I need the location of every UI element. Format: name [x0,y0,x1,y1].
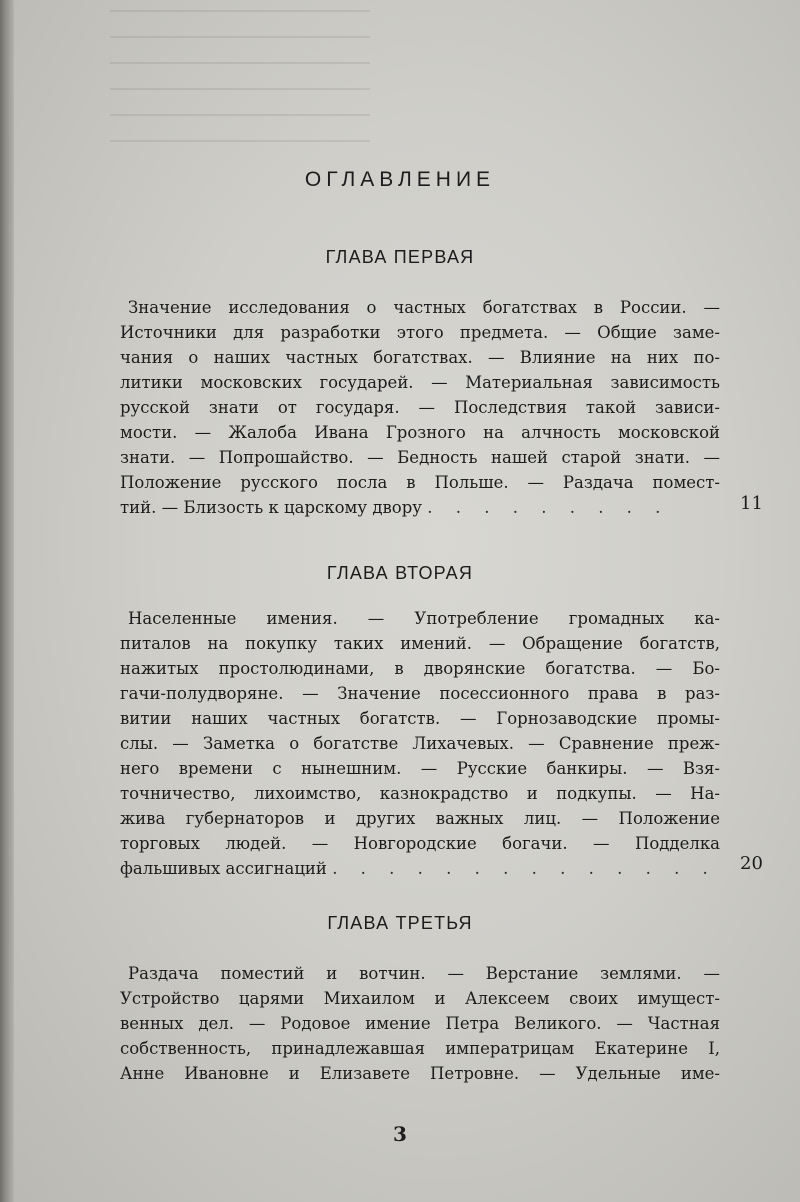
dot-leader: . . . . . . . . . [427,498,670,517]
dot-leader: . . . . . . . . . . . . . . [332,859,717,878]
toc-line: знати. — Попрошайство. — Бедность нашей старой знати. — [120,448,720,467]
toc-line: мости. — Жалоба Ивана Грозного на алчность московской [120,423,720,442]
chapter-heading: ГЛАВА ПЕРВАЯ [325,247,475,267]
toc-line: чания о наших частных богатствах. — Влияние на них по- [120,348,720,367]
chapter-heading: ГЛАВА ВТОРАЯ [326,563,474,583]
toc-line: русской знати от государя. — Последствия такой зависи- [120,398,720,417]
toc-line: нажитых простолюдинами, в дворянские богатства. — Бо- [120,659,720,678]
toc-line: Раздача поместий и вотчин. — Верстание землями. — [128,964,720,983]
bleed-through-text [110,10,370,150]
toc-line: него времени с нынешним. — Русские банкиры. — Взя- [120,759,720,778]
toc-line: торговых людей. — Новгородские богачи. — Подделка [120,834,720,853]
toc-line: Устройство царями Михаилом и Алексеем своих имущест- [120,989,720,1008]
chapter-heading: ГЛАВА ТРЕТЬЯ [327,913,473,933]
toc-line: слы. — Заметка о богатстве Лихачевых. — Сравнение преж- [120,734,720,753]
toc-line-last [120,856,720,882]
page-number: 3 [393,1122,407,1146]
toc-line: собственность, принадлежавшая императрицам Екатерине I, [120,1039,720,1058]
toc-line: Значение исследования о частных богатствах в России. — [128,298,720,317]
chapter-page-ref: 20 [740,853,763,874]
toc-line: Положение русского посла в Польше. — Раздача помест- [120,473,720,492]
toc-line: гачи-полудворяне. — Значение посессионного права в раз- [120,684,720,703]
toc-line: литики московских государей. — Материальная зависимость [120,373,720,392]
toc-line: точничество, лихоимство, казнокрадство и подкупы. — На- [120,784,720,803]
toc-line: Населенные имения. — Употребление громадных ка- [128,609,720,628]
toc-line: венных дел. — Родовое имение Петра Великого. — Частная [120,1014,720,1033]
toc-line: питалов на покупку таких имений. — Обращение богатств, [120,634,720,653]
toc-line-text: фальшивых ассигнаций [120,859,327,878]
toc-line-text: тий. — Близость к царскому двору [120,498,422,517]
toc-line: жива губернаторов и других важных лиц. — Положение [120,809,720,828]
toc-line: Источники для разработки этого предмета. — Общие заме- [120,323,720,342]
chapter-page-ref: 11 [740,493,763,514]
page-title: ОГЛАВЛЕНИЕ [304,168,496,191]
toc-line-last [120,495,720,521]
toc-line: Анне Ивановне и Елизавете Петровне. — Удельные име- [120,1064,720,1083]
toc-line: витии наших частных богатств. — Горнозаводские промы- [120,709,720,728]
